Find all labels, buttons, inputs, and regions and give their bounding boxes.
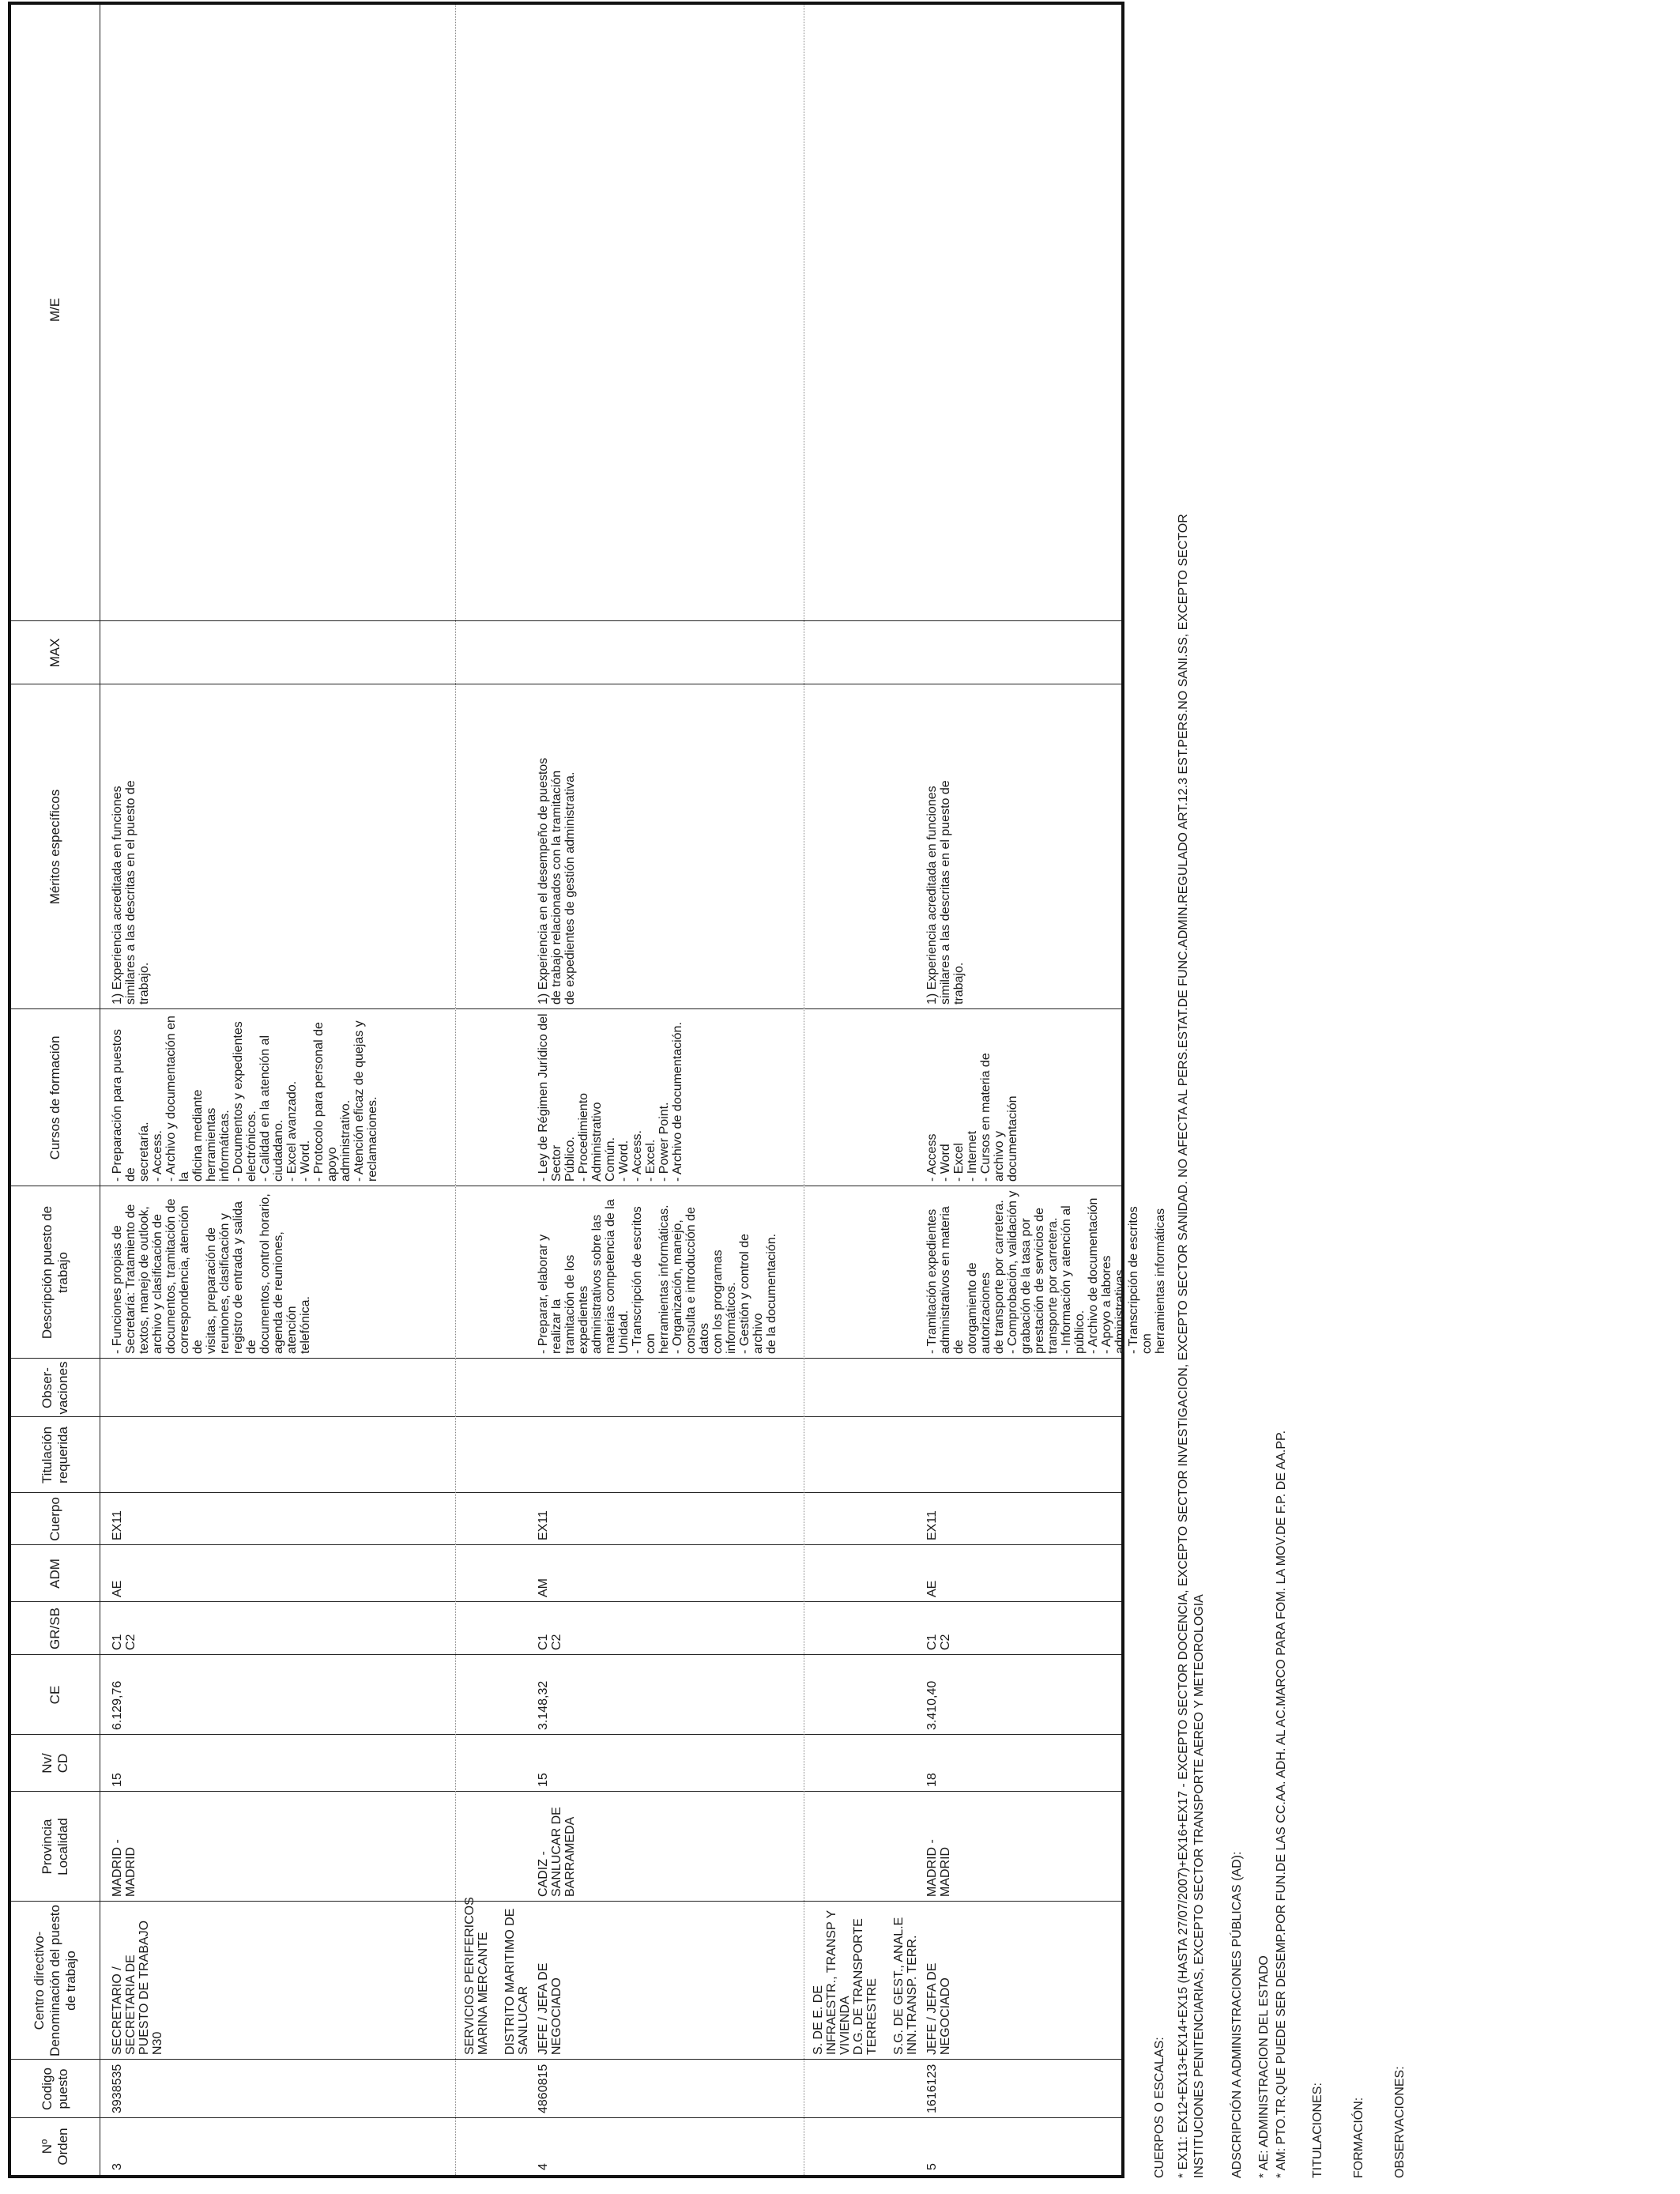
column-divider: [11, 1008, 1121, 1009]
column-header-provincia: Provincia Localidad: [40, 1818, 70, 1875]
column-header-orden: Nº Orden: [40, 2128, 70, 2166]
column-header-adm: ADM: [47, 1559, 62, 1589]
column-divider: [11, 1901, 1121, 1902]
observaciones-label: OBSERVACIONES:: [1393, 2066, 1407, 2178]
cell-cuerpo: EX11: [925, 1510, 939, 1540]
cell-provincia: CADIZ - SANLUCAR DE BARRAMEDA: [537, 1807, 577, 1897]
cell-codigo: 4860815: [537, 2064, 550, 2113]
column-divider: [11, 1734, 1121, 1735]
cell-centro: SECRETARIO / SECRETARIA DE PUESTO DE TRABAJO N30: [111, 1920, 164, 2055]
am-text: * AM: PTO.TR.QUE PUEDE SER DESEMP.POR FUN.DE LAS CC.AA. ADH. AL AC.MARCO PARA FOM. LA MOV.DE F.P. DE AA.PP.: [1275, 1430, 1288, 2178]
column-header-cursos: Cursos de formación: [47, 1035, 62, 1160]
cell-orden: 4: [537, 2163, 550, 2170]
column-header-me: M/E: [47, 297, 62, 322]
column-divider: [11, 1492, 1121, 1493]
cell-codigo: 1616123: [925, 2064, 939, 2113]
column-header-centro: Centro directivo- Denominación del puesto de trabajo: [32, 1905, 78, 2056]
column-divider: [11, 2117, 1121, 2118]
column-header-observaciones: Obser- vaciones: [40, 1361, 70, 1415]
unit-heading: SERVICIOS PERIFERICOS MARINA MERCANTE DISTRITO MARITIMO DE SANLUCAR: [463, 1897, 530, 2055]
cell-cursos: - Preparación para puestos de secretaría. - Access. - Archivo y documentación en la oficina mediante herramientas informáticas. - Documentos y expedientes electrónicos. - Calidad en la atención al ciudadano. - Excel avanzado. - Word. - Protocolo para personal de apoyo administrativo. - Atención eficaz de quejas y reclamaciones.: [111, 1016, 379, 1182]
cell-adm: AE: [925, 1580, 939, 1597]
adscripcion-title: ADSCRIPCIÓN A ADMINISTRACIONES PÚBLICAS (AD):: [1230, 1851, 1244, 2178]
formacion-label: FORMACIÓN:: [1352, 2097, 1365, 2178]
cell-cuerpo: EX11: [111, 1510, 124, 1540]
cuerpos-title: CUERPOS O ESCALAS:: [1153, 2037, 1166, 2178]
column-header-nivel: Nv/ CD: [40, 1753, 70, 1774]
column-header-descripcion: Descripción puesto de trabajo: [40, 1205, 70, 1340]
cell-descripcion: - Funciones propias de Secretaría: Tratamiento de textos, manejo de outlook, archivo y clasificación de documentos, tramitación de correspondencia, atención de visitas, preparación de reuniones, clasificación y registro de entrada y salida de documentos, control horario, agenda de reuniones, atención telefónica.: [111, 1193, 312, 1354]
cell-nivel: 15: [111, 1773, 124, 1787]
column-divider: [11, 1601, 1121, 1602]
column-header-max: MAX: [47, 638, 62, 668]
cuerpos-text: * EX11: EX12+EX13+EX14+EX15 (HASTA 27/07/2007)+EX16+EX17 - EXCEPTO SECTOR DOCENCIA, EXCEPTO SECTOR INVESTIGACION, EXCEPTO SECTOR SANIDAD. NO AFECTA AL PERS.ESTAT.DE FUNC.ADMIN.REGULADO ART.12.3 EST.PERS.NO SANI.SS, EXCEPTO SECTOR INSTITUCIONES PENITENCIARIAS, EXCEPTO SECTOR TRANSPORTE AEREO Y METEOROLOGIA: [1177, 514, 1206, 2178]
column-divider: [11, 1654, 1121, 1655]
cell-cuerpo: EX11: [537, 1510, 550, 1540]
ae-text: * AE: ADMINISTRACION DEL ESTADO: [1257, 1955, 1271, 2178]
cell-codigo: 3938535: [111, 2064, 124, 2113]
cell-cursos: - Access - Word - Excel - Internet - Cursos en materia de archivo y documentación: [925, 1053, 1019, 1182]
column-divider: [11, 2059, 1121, 2060]
column-header-codigo: Codigo puesto: [40, 2068, 70, 2110]
cell-ce: 3.148,32: [537, 1680, 550, 1730]
cell-adm: AE: [111, 1580, 124, 1597]
cell-meritos: 1) Experiencia en el desempeño de puestos de trabajo relacionados con la tramitación de expedientes de gestión administrativa.: [537, 757, 577, 1005]
titulaciones-label: TITULACIONES:: [1311, 2083, 1324, 2178]
cell-ce: 3.410,40: [925, 1680, 939, 1730]
column-divider: [11, 620, 1121, 621]
cell-adm: AM: [537, 1578, 550, 1597]
cell-descripcion: - Preparar, elaborar y realizar la tramitación de los expedientes administrativos sobre las materias competencia de la Unidad. - Transcripción de escritos con herramientas informáticas. - Organización, manejo, consulta e introducción de datos con los programas informáticos. - Gestión y control de archivo de la documentación.: [537, 1199, 778, 1354]
cell-provincia: MADRID - MADRID: [111, 1839, 137, 1897]
row-divider: [455, 5, 456, 2175]
cell-meritos: 1) Experiencia acreditada en funciones similares a las descritas en el puesto de trabajo.: [925, 780, 966, 1005]
column-divider: [11, 1416, 1121, 1417]
cell-ce: 6.129,76: [111, 1680, 124, 1730]
column-header-meritos: Méritos específicos: [47, 789, 62, 905]
column-divider: [11, 1358, 1121, 1359]
column-divider: [11, 1544, 1121, 1545]
cell-orden: 5: [925, 2163, 939, 2170]
column-header-ce: CE: [47, 1685, 62, 1705]
cell-grsb: C1 C2: [537, 1634, 563, 1650]
cell-nivel: 15: [537, 1773, 550, 1787]
column-divider: [11, 1791, 1121, 1792]
cell-cursos: - Ley de Régimen Jurídico del Sector Público. - Procedimiento Administrativo Común. - Word. - Access. - Excel. - Power Point. - Archivo de documentación.: [537, 1013, 684, 1182]
column-header-titulacion: Titulación requerida: [40, 1426, 70, 1484]
cell-grsb: C1 C2: [925, 1634, 952, 1650]
column-header-cuerpo: Cuerpo: [47, 1497, 62, 1541]
cell-meritos: 1) Experiencia acreditada en funciones similares a las descritas en el puesto de trabajo.: [111, 780, 151, 1005]
cell-grsb: C1 C2: [111, 1634, 137, 1650]
cell-orden: 3: [111, 2163, 124, 2170]
cell-centro: JEFE / JEFA DE NEGOCIADO: [537, 1962, 563, 2055]
cell-nivel: 18: [925, 1773, 939, 1787]
cell-descripcion: - Tramitación expedientes administrativos en materia de otorgamiento de autorizaciones de transporte por carretera. - Comprobación, validación y grabación de la tasa por prestación de servicios de transporte por carretera. - Información y atención al público. - Archivo de documentación - Apoyo a labores administrativas - Transcripción de escritos con herramientas informáticas: [925, 1190, 1167, 1354]
unit-heading: S. DE E. DE INFRAESTR., TRANSP Y VIVIENDA D.G. DE TRANSPORTE TERRESTRE S.G. DE GEST., ANAL.E INN.TRANSP. TERR.: [812, 1909, 919, 2055]
cell-centro: JEFE / JEFA DE NEGOCIADO: [925, 1962, 952, 2055]
column-header-grsb: GR/SB: [47, 1608, 62, 1649]
cell-provincia: MADRID - MADRID: [925, 1839, 952, 1897]
